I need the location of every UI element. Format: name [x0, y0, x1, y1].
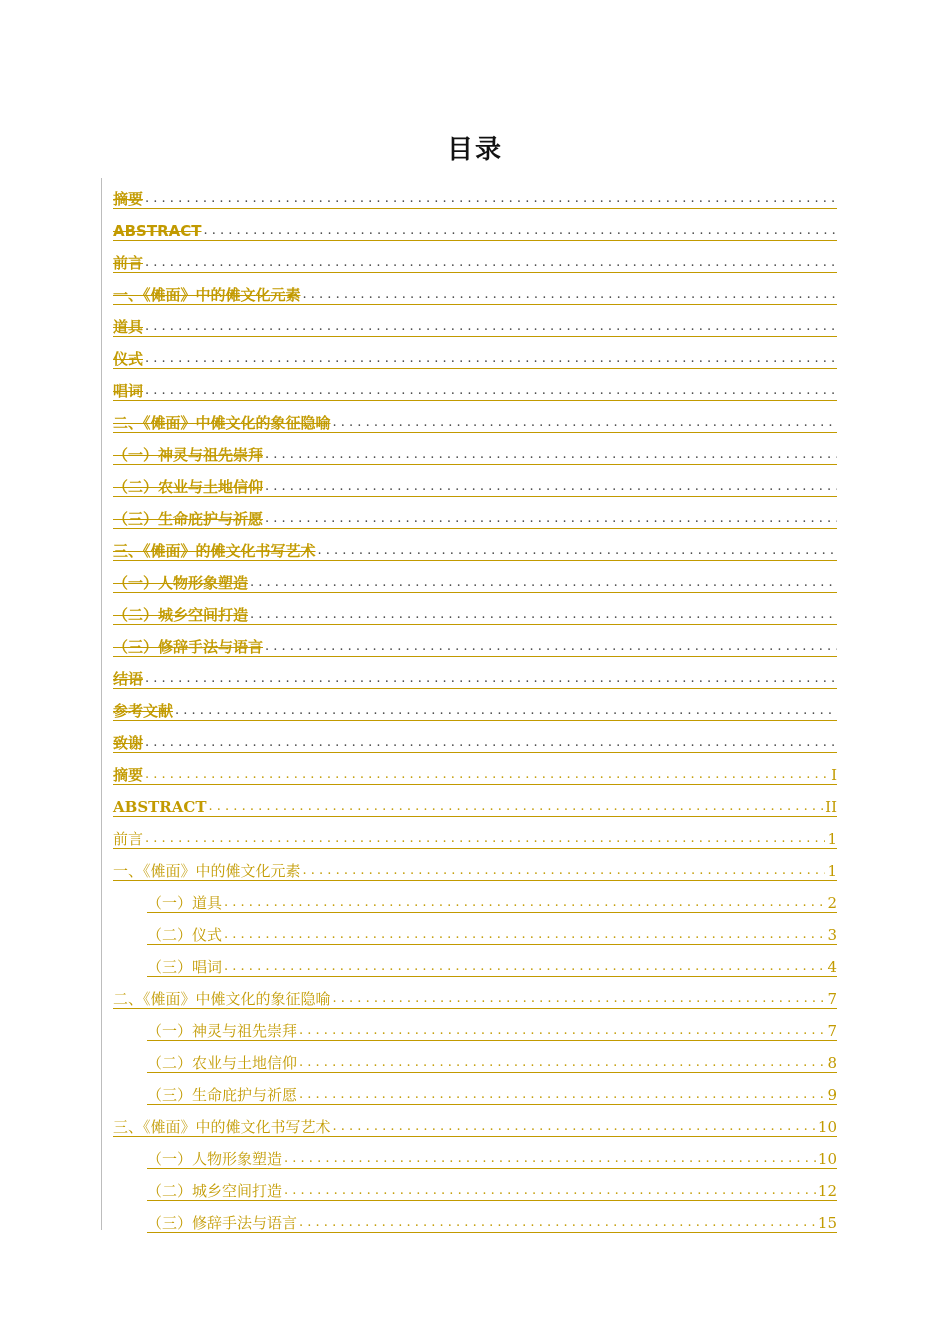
dot-leader [143, 830, 825, 848]
toc-deleted-entry[interactable] [113, 180, 837, 212]
toc-deleted-entry[interactable] [113, 404, 837, 436]
dot-leader [143, 734, 837, 752]
table-of-contents [113, 180, 837, 1236]
dot-leader [301, 862, 826, 880]
toc-page-number: 12 [817, 1182, 837, 1200]
toc-deleted-entry[interactable] [113, 468, 837, 500]
toc-page-number: 15 [817, 1214, 837, 1232]
toc-deleted-entry[interactable] [113, 212, 837, 244]
toc-page-number: 8 [827, 1054, 837, 1072]
dot-leader [143, 318, 837, 336]
dot-leader [201, 222, 837, 240]
toc-entry-label: （二）仪式 [147, 926, 223, 944]
toc-entry-label: （二）农业与土地信仰 [113, 478, 264, 496]
dot-leader [282, 1150, 816, 1168]
toc-deleted-entry[interactable] [113, 724, 837, 756]
toc-entry-label: 结语 [113, 670, 144, 688]
toc-entry[interactable] [113, 852, 837, 884]
toc-entry-label: 道具 [113, 318, 144, 336]
dot-leader [248, 574, 837, 592]
toc-entry-label: 仪式 [113, 350, 144, 368]
toc-deleted-entry[interactable] [113, 340, 837, 372]
toc-deleted-entry[interactable] [113, 244, 837, 276]
dot-leader [173, 702, 837, 720]
dot-leader [331, 1118, 816, 1136]
dot-leader [263, 446, 837, 464]
toc-deleted-entry[interactable] [113, 372, 837, 404]
toc-entry-label: 致谢 [113, 734, 144, 752]
dot-leader [297, 1054, 825, 1072]
toc-entry-label: （三）生命庇护与祈愿 [147, 1086, 298, 1104]
toc-page-number: 7 [827, 1022, 837, 1040]
toc-entry-label: （二）城乡空间打造 [147, 1182, 283, 1200]
toc-entry[interactable] [113, 1044, 837, 1076]
toc-page-number: 10 [817, 1150, 837, 1168]
toc-entry[interactable] [113, 1140, 837, 1172]
dot-leader [297, 1086, 825, 1104]
toc-entry[interactable] [113, 980, 837, 1012]
dot-leader [222, 894, 825, 912]
toc-deleted-entry[interactable] [113, 660, 837, 692]
toc-entry[interactable] [113, 1108, 837, 1140]
toc-entry-label: （三）唱词 [147, 958, 223, 976]
toc-entry-label: （三）修辞手法与语言 [113, 638, 264, 656]
dot-leader [301, 286, 837, 304]
toc-page-number: 7 [827, 990, 837, 1008]
toc-entry-label: （三）生命庇护与祈愿 [113, 510, 264, 528]
toc-page-number: 1 [827, 862, 837, 880]
toc-entry[interactable] [113, 1012, 837, 1044]
toc-entry-label: 摘要 [113, 766, 144, 784]
toc-entry-label: 一、《傩面》中的傩文化元素 [113, 862, 301, 880]
toc-entry-label: （二）农业与土地信仰 [147, 1054, 298, 1072]
dot-leader [207, 798, 824, 816]
toc-entry-label: 三、《傩面》中的傩文化书写艺术 [113, 1118, 331, 1136]
toc-entry[interactable] [113, 948, 837, 980]
dot-leader [143, 670, 837, 688]
toc-page-number: II [825, 798, 837, 816]
toc-entry[interactable] [113, 820, 837, 852]
dot-leader [316, 542, 837, 560]
dot-leader [263, 638, 837, 656]
dot-leader [282, 1182, 816, 1200]
toc-deleted-entry[interactable] [113, 692, 837, 724]
toc-entry[interactable] [113, 788, 837, 820]
toc-page-number: 4 [827, 958, 837, 976]
toc-entry[interactable] [113, 1172, 837, 1204]
toc-page-number: 1 [827, 830, 837, 848]
dot-leader [222, 958, 825, 976]
toc-entry-label: 二、《傩面》中傩文化的象征隐喻 [113, 414, 331, 432]
revision-change-bar [101, 178, 102, 1230]
dot-leader [143, 382, 837, 400]
toc-page-number: 9 [827, 1086, 837, 1104]
page-title: 目录 [446, 135, 503, 166]
dot-leader [331, 414, 837, 432]
toc-entry-label: 摘要 [113, 190, 144, 208]
toc-entry-label: ABSTRACT [113, 798, 207, 816]
dot-leader [263, 478, 837, 496]
toc-deleted-entry[interactable] [113, 532, 837, 564]
toc-entry-label: 参考文献 [113, 702, 174, 720]
toc-entry-label: ABSTRACT [113, 222, 202, 240]
dot-leader [331, 990, 826, 1008]
toc-entry[interactable] [113, 1076, 837, 1108]
toc-entry-label: 前言 [113, 830, 144, 848]
toc-deleted-entry[interactable] [113, 596, 837, 628]
toc-page-number: 10 [817, 1118, 837, 1136]
toc-deleted-entry[interactable] [113, 308, 837, 340]
toc-entry-label: 唱词 [113, 382, 144, 400]
dot-leader [248, 606, 837, 624]
toc-entry-label: （一）人物形象塑造 [147, 1150, 283, 1168]
toc-entry-label: （一）神灵与祖先崇拜 [147, 1022, 298, 1040]
toc-deleted-entry[interactable] [113, 564, 837, 596]
toc-entry[interactable] [113, 1204, 837, 1236]
toc-entry-label: 一、《傩面》中的傩文化元素 [113, 286, 301, 304]
dot-leader [263, 510, 837, 528]
toc-entry-label: 二、《傩面》中傩文化的象征隐喻 [113, 990, 331, 1008]
toc-entry-label: （一）人物形象塑造 [113, 574, 249, 592]
toc-entry-label: 前言 [113, 254, 144, 272]
toc-entry[interactable] [113, 756, 837, 788]
toc-page-number: 2 [827, 894, 837, 912]
dot-leader [143, 766, 829, 784]
toc-deleted-entry[interactable] [113, 628, 837, 660]
toc-deleted-entry[interactable] [113, 276, 837, 308]
toc-deleted-entry[interactable] [113, 500, 837, 532]
toc-page-number: I [831, 766, 837, 784]
toc-entry-label: （二）城乡空间打造 [113, 606, 249, 624]
toc-page-number: 3 [827, 926, 837, 944]
toc-entry-label: （一）道具 [147, 894, 223, 912]
dot-leader [297, 1022, 825, 1040]
toc-entry-label: 三、《傩面》的傩文化书写艺术 [113, 542, 316, 560]
dot-leader [143, 350, 837, 368]
dot-leader [222, 926, 825, 944]
toc-entry[interactable] [113, 916, 837, 948]
dot-leader [143, 254, 837, 272]
toc-entry-label: （三）修辞手法与语言 [147, 1214, 298, 1232]
toc-entry[interactable] [113, 884, 837, 916]
toc-entry-label: （一）神灵与祖先崇拜 [113, 446, 264, 464]
dot-leader [297, 1214, 816, 1232]
dot-leader [143, 190, 837, 208]
toc-deleted-entry[interactable] [113, 436, 837, 468]
